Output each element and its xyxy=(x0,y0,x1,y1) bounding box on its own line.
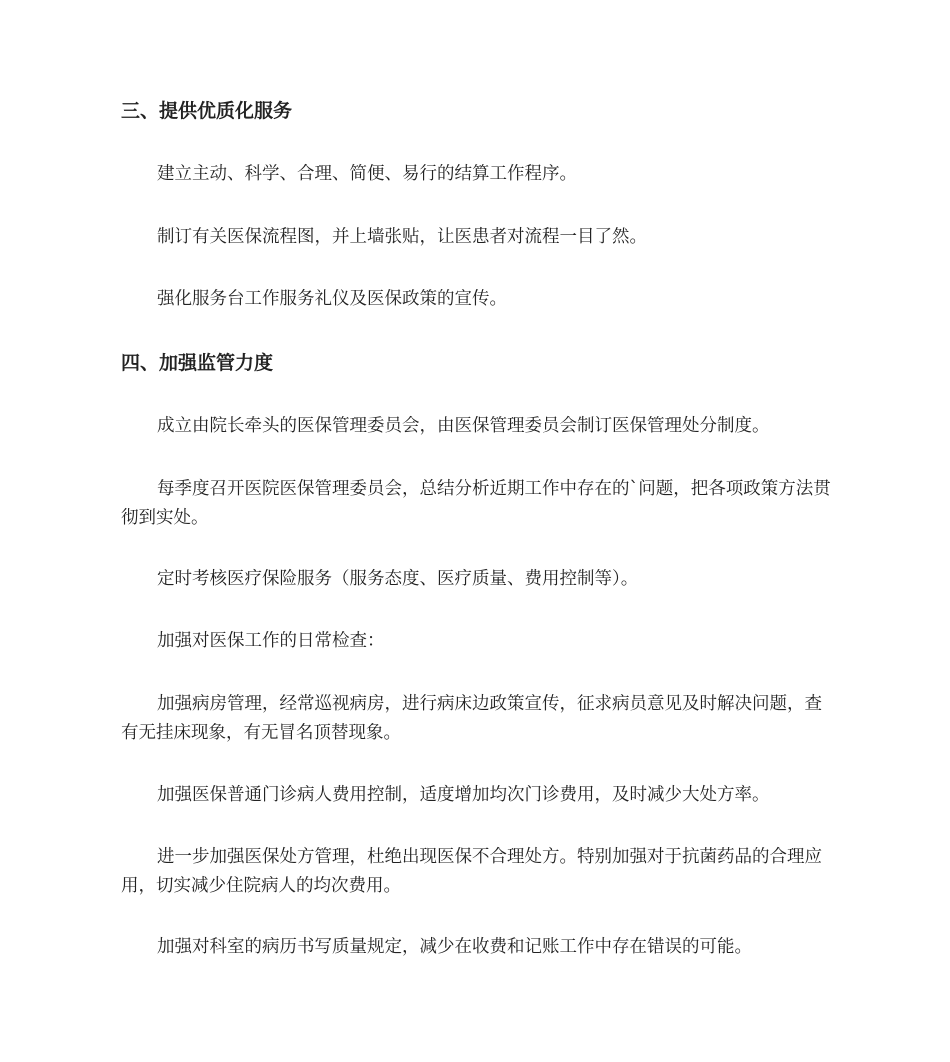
paragraph: 强化服务台工作服务礼仪及医保政策的宣传。 xyxy=(157,289,507,309)
paragraph: 定时考核医疗保险服务（服务态度、医疗质量、费用控制等）。 xyxy=(157,569,639,589)
paragraph: 每季度召开医院医保管理委员会，总结分析近期工作中存在的`问题，把各项政策方法贯彻到实处。 xyxy=(121,479,831,528)
section-heading-3: 三、提供优质化服务 xyxy=(121,100,293,122)
paragraph: 制订有关医保流程图，并上墙张贴，让医患者对流程一目了然。 xyxy=(157,227,647,247)
paragraph: 成立由院长牵头的医保管理委员会，由医保管理委员会制订医保管理处分制度。 xyxy=(157,416,770,436)
paragraph: 加强病房管理，经常巡视病房，进行病床边政策宣传，征求病员意见及时解决问题，查有无挂床现象，有无冒名顶替现象。 xyxy=(121,694,822,743)
paragraph: 加强对医保工作的日常检查： xyxy=(157,631,385,651)
paragraph: 加强医保普通门诊病人费用控制，适度增加均次门诊费用，及时减少大处方率。 xyxy=(157,785,770,805)
paragraph: 进一步加强医保处方管理，杜绝出现医保不合理处方。特别加强对于抗菌药品的合理应用，切实减少住院病人的均次费用。 xyxy=(121,847,822,896)
paragraph: 建立主动、科学、合理、简便、易行的结算工作程序。 xyxy=(157,164,577,184)
section-heading-4: 四、加强监管力度 xyxy=(121,352,274,374)
paragraph: 加强对科室的病历书写质量规定，减少在收费和记账工作中存在错误的可能。 xyxy=(157,937,752,957)
